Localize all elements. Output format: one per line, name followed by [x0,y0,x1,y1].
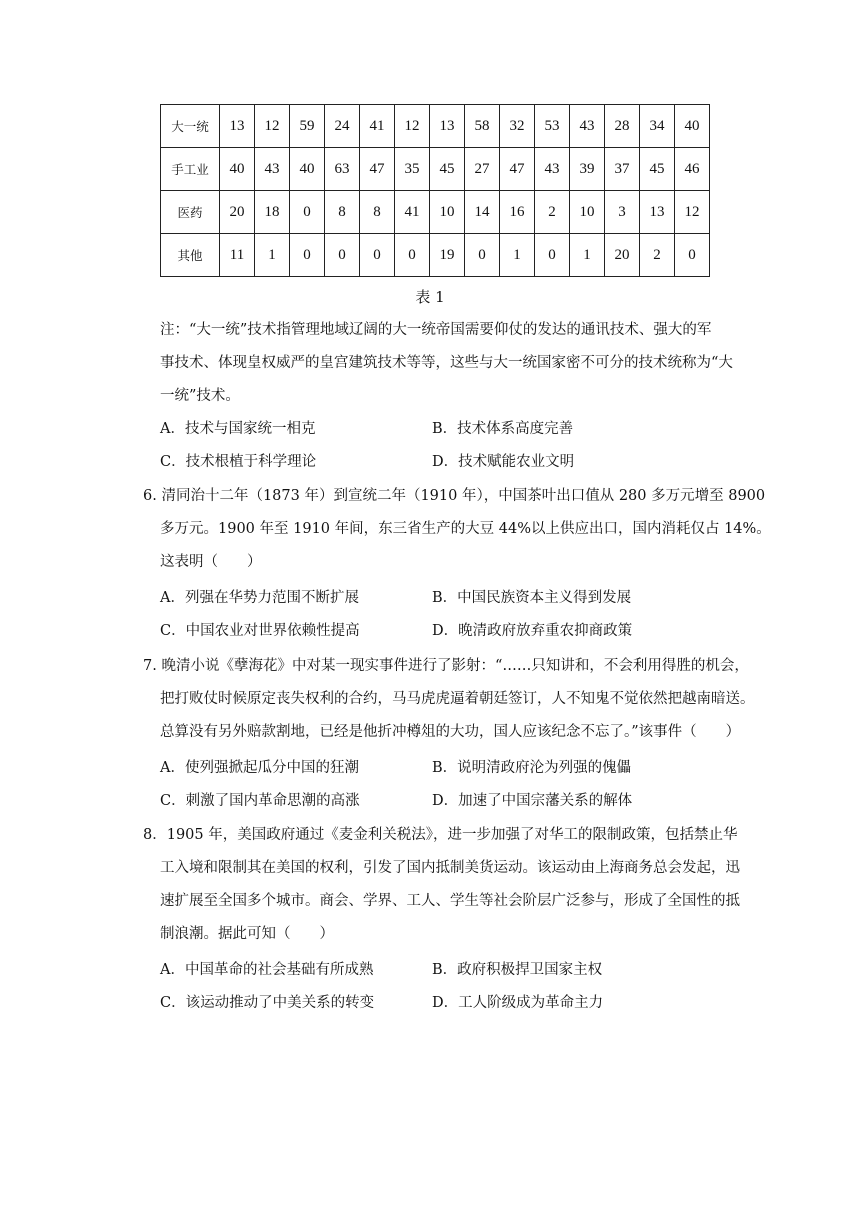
option-b[interactable]: B．中国民族资本主义得到发展 [432,590,632,606]
table-cell: 41 [395,191,430,234]
table-cell: 13 [220,105,255,148]
option-d[interactable]: D．加速了中国宗藩关系的解体 [432,793,633,809]
table-cell: 0 [290,191,325,234]
table-cell: 24 [325,105,360,148]
table-cell: 34 [640,105,675,148]
question-stem-line: 6. 清同治十二年（1873 年）到宣统二年（1910 年），中国茶叶出口值从 280 多万元增至 8900 [143,488,766,504]
table-cell: 45 [640,148,675,191]
table-note [160,314,740,413]
table-cell: 39 [570,148,605,191]
question-stem-line: 这表明（ ） [160,554,262,570]
table-cell: 32 [500,105,535,148]
option-a[interactable]: A．使列强掀起瓜分中国的狂潮 [160,760,359,776]
row-label: 其他 [161,234,220,277]
table-cell: 43 [570,105,605,148]
table-cell: 0 [535,234,570,277]
table-cell: 1 [255,234,290,277]
question-stem-line: 7. 晚清小说《孽海花》中对某一现实事件进行了影射：“……只知讲和，不会利用得胜的机会， [143,658,749,674]
table-cell: 0 [465,234,500,277]
option-d[interactable]: D．技术赋能农业文明 [432,454,575,470]
table-cell: 13 [430,105,465,148]
question-7-options [160,752,740,818]
table-cell: 1 [500,234,535,277]
table-cell: 3 [605,191,640,234]
option-d[interactable]: D．工人阶级成为革命主力 [432,995,604,1011]
table-row [161,234,710,277]
table-cell: 35 [395,148,430,191]
option-b[interactable]: B．技术体系高度完善 [432,421,574,437]
table-cell: 14 [465,191,500,234]
question-stem-line: 8．1905 年，美国政府通过《麦金利关税法》，进一步加强了对华工的限制政策，包括禁止华 [143,827,738,843]
question-stem-line: 工入境和限制其在美国的权利，引发了国内抵制美货运动。该运动由上海商务总会发起，迅 [160,860,740,876]
table-cell: 28 [605,105,640,148]
note-line: 一统”技术。 [160,388,240,404]
table-cell: 16 [500,191,535,234]
table-cell: 8 [360,191,395,234]
table-row [161,191,710,234]
technology-statistics-table [160,104,710,277]
table-body [161,105,710,277]
note-line: 事技术、体现皇权威严的皇宫建筑技术等等，这些与大一统国家密不可分的技术统称为“大 [160,355,733,371]
question-stem-line: 总算没有另外赔款割地，已经是他折冲樽俎的大功，国人应该纪念不忘了。”该事件（ ） [160,724,741,740]
table-cell: 63 [325,148,360,191]
option-d[interactable]: D．晚清政府放弃重农抑商政策 [432,623,633,639]
table-cell: 2 [535,191,570,234]
note-line: 注：“大一统”技术指管理地域辽阔的大一统帝国需要仰仗的发达的通讯技术、强大的军 [160,322,712,338]
option-a[interactable]: A．中国革命的社会基础有所成熟 [160,962,374,978]
table-caption: 表 1 [415,288,445,306]
table-cell: 37 [605,148,640,191]
option-b[interactable]: B．政府积极捍卫国家主权 [432,962,603,978]
table-cell: 11 [220,234,255,277]
row-label: 大一统 [161,105,220,148]
table-cell: 0 [325,234,360,277]
question-stem-line: 速扩展至全国多个城市。商会、学界、工人、学生等社会阶层广泛参与，形成了全国性的抵 [160,893,740,909]
table-cell: 0 [360,234,395,277]
table-cell: 58 [465,105,500,148]
table-row [161,148,710,191]
question-7 [143,650,755,749]
table-cell: 10 [570,191,605,234]
option-a[interactable]: A．列强在华势力范围不断扩展 [160,590,359,606]
question-stem-line: 把打败仗时候原定丧失权利的合约，马马虎虎逼着朝廷签订，人不知鬼不觉依然把越南暗送。 [160,691,755,707]
table-cell: 46 [675,148,710,191]
question-stem-line: 多万元。1900 年至 1910 年间，东三省生产的大豆 44%以上供应出口，国内消耗仅占 14%。 [160,521,771,537]
table-cell: 47 [360,148,395,191]
row-label: 医药 [161,191,220,234]
row-label: 手工业 [161,148,220,191]
option-c[interactable]: C．技术根植于科学理论 [160,454,317,470]
question-8-options [160,954,740,1020]
table-cell: 0 [290,234,325,277]
table-cell: 8 [325,191,360,234]
table-cell: 2 [640,234,675,277]
table-cell: 0 [395,234,430,277]
table-cell: 53 [535,105,570,148]
table-cell: 19 [430,234,465,277]
table-cell: 10 [430,191,465,234]
question-5-options [160,413,740,479]
option-c[interactable]: C．中国农业对世界依赖性提高 [160,623,360,639]
table-cell: 18 [255,191,290,234]
table-cell: 40 [290,148,325,191]
table-cell: 12 [255,105,290,148]
table-cell: 20 [220,191,255,234]
question-6 [143,480,771,579]
table-cell: 45 [430,148,465,191]
option-a[interactable]: A．技术与国家统一相克 [160,421,316,437]
table-cell: 12 [395,105,430,148]
table-cell: 27 [465,148,500,191]
table-cell: 40 [675,105,710,148]
table-cell: 41 [360,105,395,148]
table-cell: 40 [220,148,255,191]
table-cell: 1 [570,234,605,277]
option-c[interactable]: C．该运动推动了中美关系的转变 [160,995,375,1011]
question-8 [143,819,740,951]
table-cell: 43 [255,148,290,191]
option-b[interactable]: B．说明清政府沦为列强的傀儡 [432,760,632,776]
table-cell: 59 [290,105,325,148]
table-cell: 47 [500,148,535,191]
question-6-options [160,582,740,648]
table-cell: 43 [535,148,570,191]
table-cell: 20 [605,234,640,277]
table-cell: 0 [675,234,710,277]
table-cell: 12 [675,191,710,234]
question-stem-line: 制浪潮。据此可知（ ） [160,926,334,942]
table-cell: 13 [640,191,675,234]
option-c[interactable]: C．刺激了国内革命思潮的高涨 [160,793,360,809]
table-row [161,105,710,148]
